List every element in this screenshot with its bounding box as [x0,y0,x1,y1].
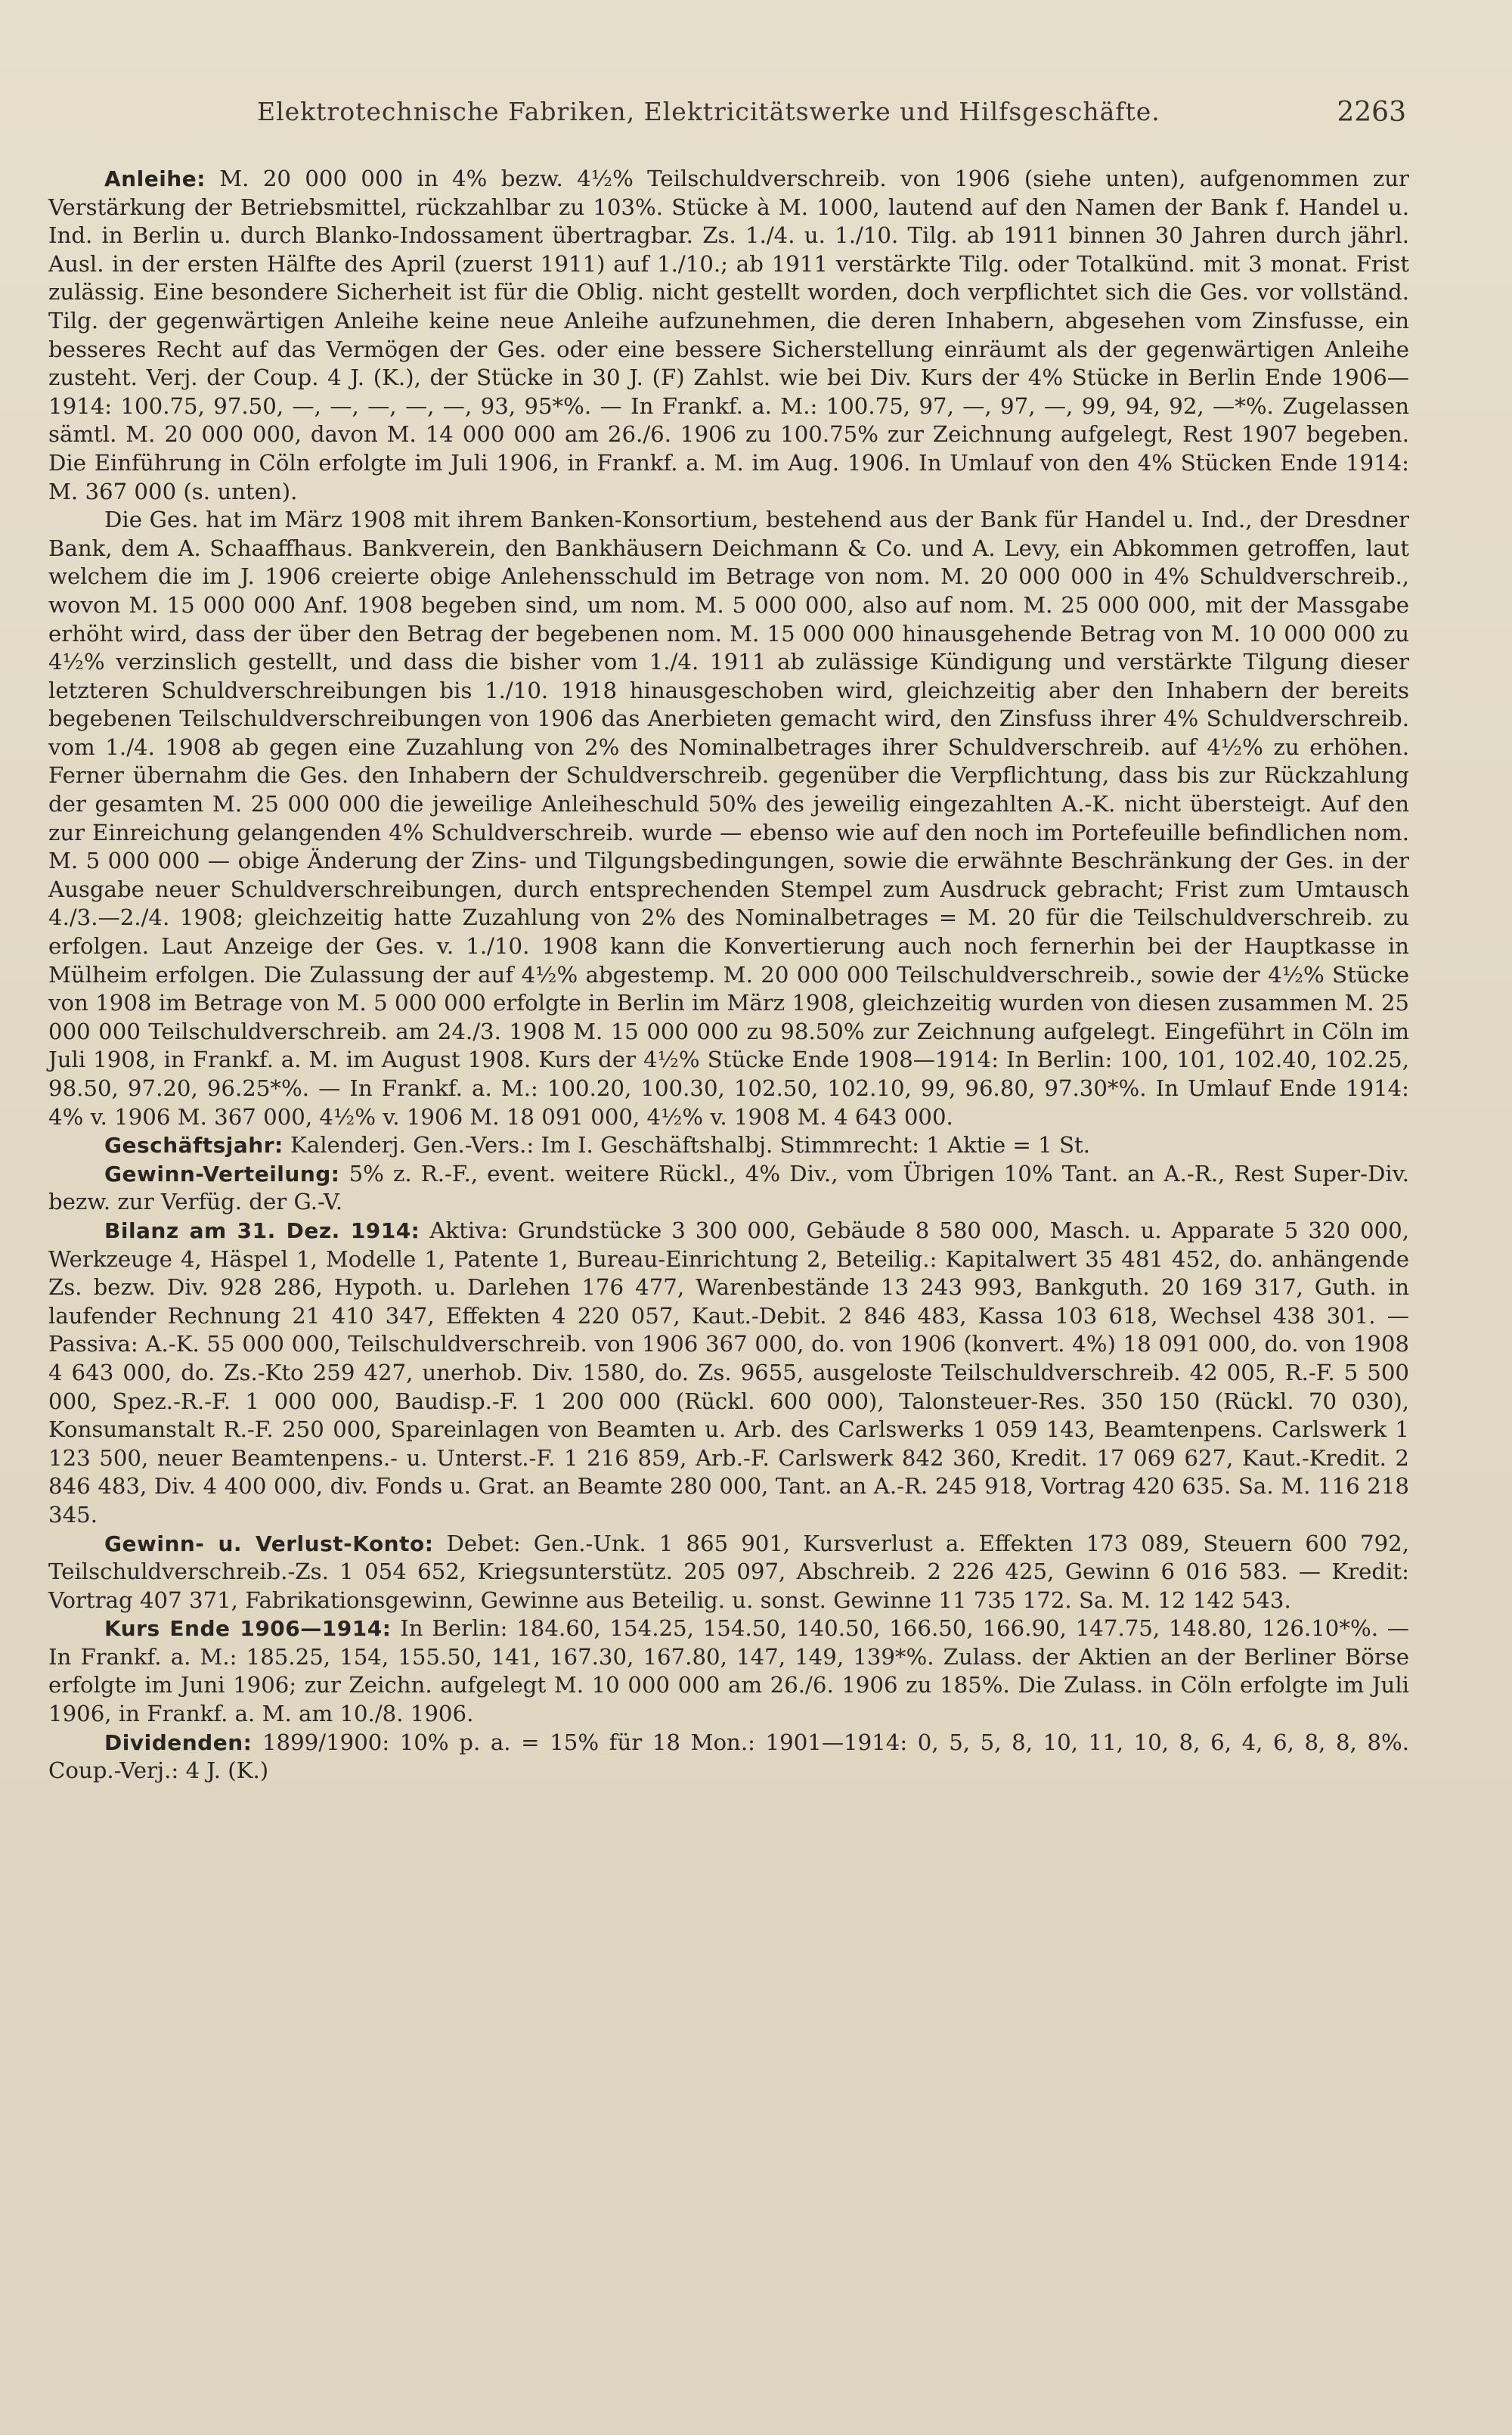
paragraph-bilanz [48,1217,1409,1530]
section-label: Dividenden: [104,1729,253,1755]
section-label: Gewinn-Verteilung: [104,1161,340,1186]
paragraph-text: M. 20 000 000 in 4% bezw. 4½% Teilschuldverschreib. von 1906 (siehe unten), aufgenommen zur Verstärkung der Betriebsmittel, rückzahlbar zu 103%. Stücke à M. 1000, lautend auf den Namen der Bank f. Handel u. Ind. in Berlin u. durch Blanko-Indossament übertragbar. Zs. 1./4. u. 1./10. Tilg. ab 1911 binnen 30 Jahren durch jährl. Ausl. in der ersten Hälfte des April (zuerst 1911) auf 1./10.; ab 1911 verstärkte Tilg. oder Totalkünd. mit 3 monat. Frist zulässig. Eine besondere Sicherheit ist für die Oblig. nicht gestellt worden, doch verpflichtet sich die Ges. vor vollständ. Tilg. der gegenwärtigen Anleihe keine neue Anleihe aufzunehmen, die deren Inhabern, abgesehen vom Zinsfusse, ein besseres Recht auf das Vermögen der Ges. oder eine bessere Sicherstellung einräumt als der gegenwärtigen Anleihe zusteht. Verj. der Coup. 4 J. (K.), der Stücke in 30 J. (F) Zahlst. wie bei Div. Kurs der 4% Stücke in Berlin Ende 1906—1914: 100.75, 97.50, —, —, —, —, —, 93, 95*%. — In Frankf. a. M.: 100.75, 97, —, 97, —, 99, 94, 92, —*%. Zugelassen sämtl. M. 20 000 000, davon M. 14 000 000 am 26./6. 1906 zu 100.75% zur Zeichnung aufgelegt, Rest 1907 begeben. Die Einführung in Cöln erfolgte im Juli 1906, in Frankf. a. M. im Aug. 1906. In Umlauf von den 4% Stücken Ende 1914: M. 367 000 (s. unten). [48,166,1409,504]
paragraph-dividenden [48,1729,1409,1785]
page-number: 2263 [1337,97,1406,128]
paragraph-text: 5% z. R.-F., event. weitere Rückl., 4% Div., vom Übrigen 10% Tant. an A.-R., Rest Super-Div. bezw. zur Verfüg. der G.-V. [48,1160,1409,1215]
section-label: Geschäftsjahr: [104,1133,284,1159]
paragraph-gewinn-verteilung [48,1160,1409,1217]
paragraph-text: In Berlin: 184.60, 154.25, 154.50, 140.50, 166.50, 166.90, 147.75, 148.80, 126.10*%. — In Frankf. a. M.: 185.25, 154, 155.50, 141, 167.30, 167.80, 147, 149, 139*%. Zulass. der Aktien an der Berliner Börse erfolgte im Juni 1906; zur Zeichn. aufgelegt M. 10 000 000 am 26./6. 1906 zu 185%. Die Zulass. in Cöln erfolgte im Juli 1906, in Frankf. a. M. am 10./8. 1906. [48,1615,1409,1727]
section-label: Bilanz am 31. Dez. 1914: [104,1218,420,1243]
paragraph-text: Kalenderj. Gen.-Vers.: Im I. Geschäftshalbj. Stimmrecht: 1 Aktie = 1 St. [290,1132,1090,1159]
paragraph-text: Debet: Gen.-Unk. 1 865 901, Kursverlust a. Effekten 173 089, Steuern 600 792, Teilschuldverschreib.-Zs. 1 054 652, Kriegsunterstütz. 205 097, Abschreib. 2 226 425, Gewinn 6 016 583. — Kredit: Vortrag 407 371, Fabrikationsgewinn, Gewinne aus Beteilig. u. sonst. Gewinne 11 735 172. Sa. M. 12 142 543. [48,1530,1410,1613]
paragraph-text: 1899/1900: 10% p. a. = 15% für 18 Mon.: 1901—1914: 0, 5, 5, 8, 10, 11, 10, 8, 6, 4, 6, 8, 8, 8%. Coup.-Verj.: 4 J. (K.) [48,1729,1410,1784]
paragraph-geschaeftsjahr [48,1131,1409,1160]
paragraph-text: Die Ges. hat im März 1908 mit ihrem Banken-Konsortium, bestehend aus der Bank für Handel u. Ind., der Dresdner Bank, dem A. Schaaffhaus. Bankverein, den Bankhäusern Deichmann & Co. und A. Levy, ein Abkommen getroffen, laut welchem die im J. 1906 creierte obige Anlehensschuld im Betrage von nom. M. 20 000 000 in 4% Schuldverschreib., wovon M. 15 000 000 Anf. 1908 begeben sind, um nom. M. 5 000 000, also auf nom. M. 25 000 000, mit der Massgabe erhöht wird, dass der über den Betrag der begebenen nom. M. 15 000 000 hinausgehende Betrag von M. 10 000 000 zu 4½% verzinslich gestellt, und dass die bisher vom 1./4. 1911 ab zulässige Kündigung und verstärkte Tilgung dieser letzteren Schuldverschreibungen bis 1./10. 1918 hinausgeschoben wird, gleichzeitig aber den Inhabern der bereits begebenen Teilschuldverschreibungen von 1906 das Anerbieten gemacht wird, den Zinsfuss ihrer 4% Schuldverschreib. vom 1./4. 1908 ab gegen eine Zuzahlung von 2% des Nominalbetrages ihrer Schuldverschreib. auf 4½% zu erhöhen. Ferner übernahm die Ges. den Inhabern der Schuldverschreib. gegenüber die Verpflichtung, dass bis zur Rückzahlung der gesamten M. 25 000 000 die jeweilige Anleiheschuld 50% des jeweilig eingezahlten A.-K. nicht übersteigt. Auf den zur Einreichung gelangenden 4% Schuldverschreib. wurde — ebenso wie auf den noch im Portefeuille befindlichen nom. M. 5 000 000 — obige Änderung der Zins- und Tilgungsbedingungen, sowie die erwähnte Beschränkung der Ges. in der Ausgabe neuer Schuldverschreibungen, durch entsprechenden Stempel zum Ausdruck gebracht; Frist zum Umtausch 4./3.—2./4. 1908; gleichzeitig hatte Zuzahlung von 2% des Nominalbetrages = M. 20 für die Teilschuldverschreib. zu erfolgen. Laut Anzeige der Ges. v. 1./10. 1908 kann die Konvertierung auch noch fernerhin bei der Hauptkasse in Mülheim erfolgen. Die Zulassung der auf 4½% abgestemp. M. 20 000 000 Teilschuldverschreib., sowie der 4½% Stücke von 1908 im Betrage von M. 5 000 000 erfolgte in Berlin im März 1908, gleichzeitig wurden von diesen zusammen M. 25 000 000 Teilschuldverschreib. am 24./3. 1908 M. 15 000 000 zu 98.50% zur Zeichnung aufgelegt. Eingeführt in Cöln im Juli 1908, in Frankf. a. M. im August 1908. Kurs der 4½% Stücke Ende 1908—1914: In Berlin: 100, 101, 102.40, 102.25, 98.50, 97.20, 96.25*%. — In Frankf. a. M.: 100.20, 100.30, 102.50, 102.10, 99, 96.80, 97.30*%. In Umlauf Ende 1914: 4% v. 1906 M. 367 000, 4½% v. 1906 M. 18 091 000, 4½% v. 1908 M. 4 643 000. [48,507,1409,1130]
section-label: Gewinn- u. Verlust-Konto: [104,1531,434,1556]
section-label: Anleihe: [104,166,206,191]
paragraph-text: Aktiva: Grundstücke 3 300 000, Gebäude 8 580 000, Masch. u. Apparate 5 320 000, Werkzeuge 4, Häspel 1, Modelle 1, Patente 1, Bureau-Einrichtung 2, Beteilig.: Kapitalwert 35 481 452, do. anhängende Zs. bezw. Div. 928 286, Hypoth. u. Darlehen 176 477, Warenbestände 13 243 993, Bankguth. 20 169 317, Guth. in laufender Rechnung 21 410 347, Effekten 4 220 057, Kaut.-Debit. 2 846 483, Kassa 103 618, Wechsel 438 301. — Passiva: A.-K. 55 000 000, Teilschuldverschreib. von 1906 367 000, do. von 1906 (konvert. 4%) 18 091 000, do. von 1908 4 643 000, do. Zs.-Kto 259 427, unerhob. Div. 1580, do. Zs. 9655, ausgeloste Teilschuldverschreib. 42 005, R.-F. 5 500 000, Spez.-R.-F. 1 000 000, Baudisp.-F. 1 200 000 (Rückl. 600 000), Talonsteuer-Res. 350 150 (Rückl. 70 030), Konsumanstalt R.-F. 250 000, Spareinlagen von Beamten u. Arb. des Carlswerks 1 059 143, Beamtenpens. Carlswerk 1 123 500, neuer Beamtenpens.- u. Unterst.-F. 1 216 859, Arb.-F. Carlswerk 842 360, Kredit. 17 069 627, Kaut.-Kredit. 2 846 483, Div. 4 400 000, div. Fonds u. Grat. an Beamte 280 000, Tant. an A.-R. 245 918, Vortrag 420 635. Sa. M. 116 218 345. [48,1217,1409,1528]
paragraph-konsortium [48,506,1409,1131]
paragraph-kurs [48,1615,1409,1728]
paragraph-anleihe [48,165,1409,506]
header-title: Elektrotechnische Fabriken, Elektricitätswerke und Hilfsgeschäfte. [257,97,1160,126]
running-header [0,97,1512,130]
section-label: Kurs Ende 1906—1914: [104,1616,392,1642]
document-body [48,165,1409,1785]
paragraph-gewinn-verlust [48,1530,1409,1615]
